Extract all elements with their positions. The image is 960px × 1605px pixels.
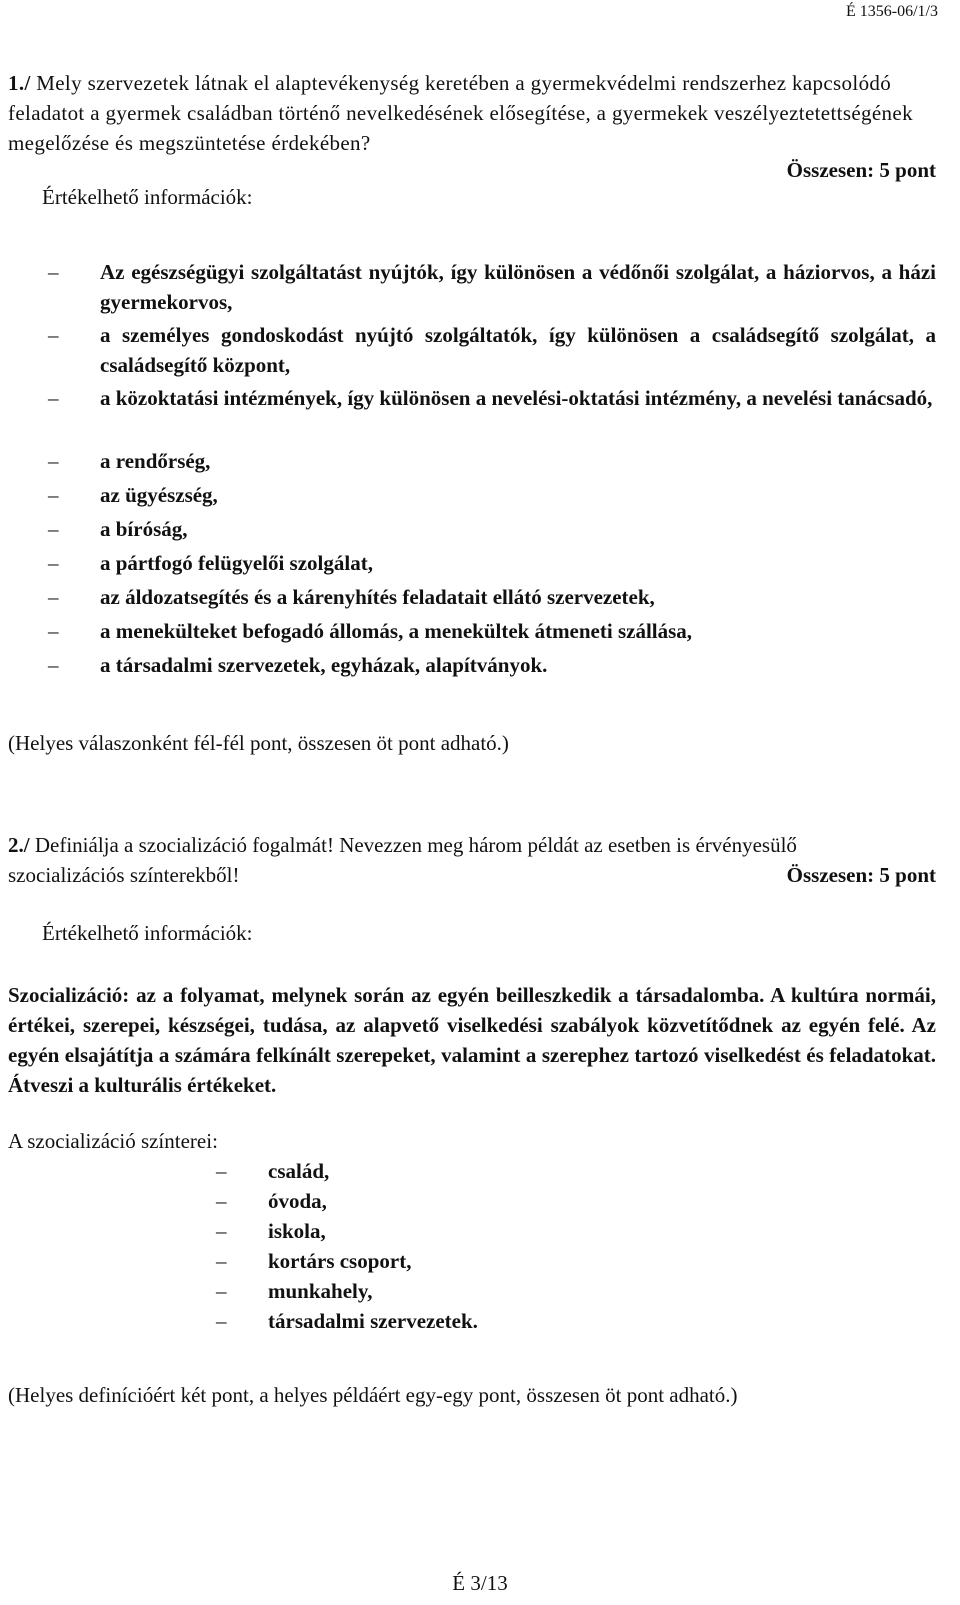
document-code: É 1356-06/1/3 [846, 3, 938, 20]
scenes-list [216, 1156, 478, 1336]
list-item: – a rendőrség, [100, 446, 936, 476]
question-2-info-title: Értékelhető információk: [42, 921, 253, 945]
page-number: É 3/13 [452, 1571, 508, 1595]
list-item: – a menekülteket befogadó állomás, a menekültek átmeneti szállása, [100, 616, 936, 646]
question-2-note: (Helyes definícióért két pont, a helyes példáért egy-egy pont, összesen öt pont adható.) [8, 1383, 738, 1407]
dash-icon: – [216, 1159, 227, 1183]
question-1-text: Mely szervezetek látnak el alaptevékenység keretében a gyermekvédelmi rendszerhez kapcsolódó feladatot a gyermek családban történő nevelkedésének elősegítése, a gyermekek veszélyeztetettségének megelőzése és megszüntetése érdekében? [8, 71, 913, 155]
dash-icon: – [48, 619, 59, 643]
list-item: – az áldozatsegítés és a kárenyhítés feladatait ellátó szervezetek, [100, 582, 936, 612]
dash-icon: – [216, 1189, 227, 1213]
list-item: – munkahely, [268, 1276, 478, 1306]
scenes-title: A szocializáció színterei: [8, 1129, 218, 1153]
dash-icon: – [216, 1219, 227, 1243]
list-item: – a bíróság, [100, 514, 936, 544]
dash-icon: – [216, 1249, 227, 1273]
question-2-line-2: szocializációs színterekből! [8, 863, 240, 887]
list-item: – a társadalmi szervezetek, egyházak, alapítványok. [100, 650, 936, 680]
dash-icon: – [48, 323, 59, 347]
list-item: – iskola, [268, 1216, 478, 1246]
question-1-points: Összesen: 5 pont [786, 158, 936, 182]
dash-icon: – [216, 1279, 227, 1303]
dash-icon: – [48, 449, 59, 473]
list-item: – az ügyészség, [100, 480, 936, 510]
dash-icon: – [48, 653, 59, 677]
list-item: – a pártfogó felügyelői szolgálat, [100, 548, 936, 578]
dash-icon: – [48, 517, 59, 541]
question-1-info-title: Értékelhető információk: [42, 185, 253, 209]
question-1-answer-list [48, 257, 936, 680]
dash-icon: – [48, 483, 59, 507]
question-1-number: 1./ [8, 71, 31, 95]
list-item: – társadalmi szervezetek. [268, 1306, 478, 1336]
list-item: – Az egészségügyi szolgáltatást nyújtók, így különösen a védőnői szolgálat, a háziorvos, a házi gyermekorvos, [100, 257, 936, 317]
list-item: – óvoda, [268, 1186, 478, 1216]
question-1-note: (Helyes válaszonként fél-fél pont, összesen öt pont adható.) [8, 731, 509, 755]
definition-paragraph: Szocializáció: az a folyamat, melynek során az egyén beilleszkedik a társadalomba. A kultúra normái, értékei, szerepei, készségei, tudása, az alapvető viselkedési szabályok közvetítődnek az egyén felé. Az egyén elsajátítja a számára felkínált szerepeket, valamint a szerephez tartozó viselkedést és feladatokat. Átveszi a kulturális értékeket. [8, 983, 936, 1097]
question-2-number: 2./ [8, 833, 30, 857]
dash-icon: – [48, 260, 59, 284]
dash-icon: – [48, 551, 59, 575]
question-2-line-1: 2./ Definiálja a szocializáció fogalmát! Nevezzen meg három példát az esetben is érvényesülő [8, 833, 797, 857]
question-1 [8, 68, 936, 158]
question-2-points: Összesen: 5 pont [786, 863, 936, 887]
list-item: – kortárs csoport, [268, 1246, 478, 1276]
dash-icon: – [48, 386, 59, 410]
dash-icon: – [48, 585, 59, 609]
list-item: – a közoktatási intézmények, így különösen a nevelési-oktatási intézmény, a nevelési tanácsadó, [100, 383, 936, 443]
list-item: – család, [268, 1156, 478, 1186]
dash-icon: – [216, 1309, 227, 1333]
list-item: – a személyes gondoskodást nyújtó szolgáltatók, így különösen a családsegítő szolgálat, a családsegítő központ, [100, 320, 936, 380]
